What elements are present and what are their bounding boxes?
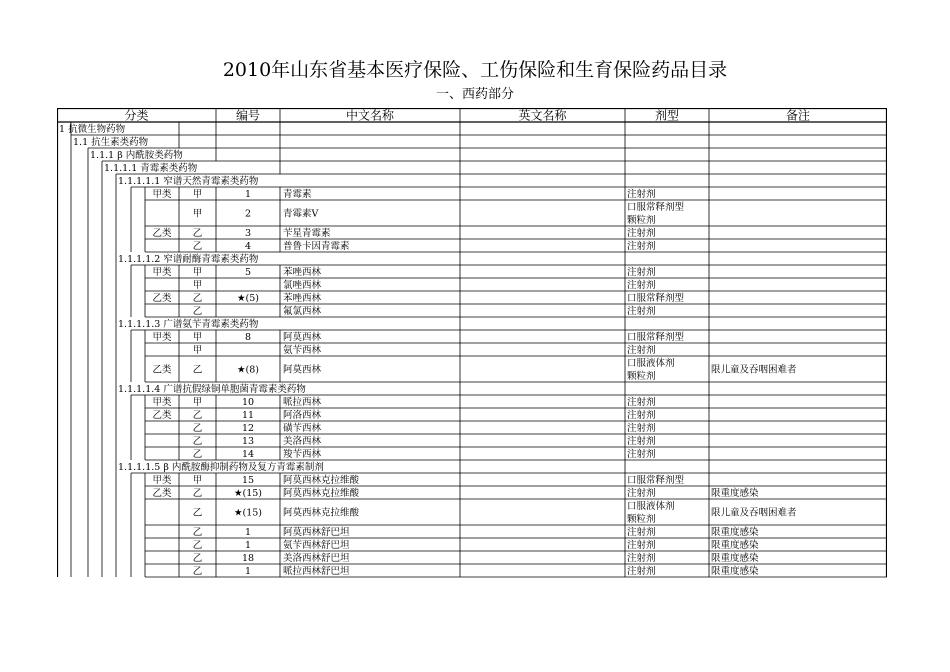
number-cell: 12: [241, 423, 255, 434]
class-cell: 甲类: [152, 475, 172, 486]
section-heading: 1.1.1.1.4 广谱抗假绿铜单胞菌青霉素类药物: [118, 384, 306, 395]
section-heading: 1 抗微生物药物: [59, 124, 126, 135]
dosage-form-cell: 注射剂: [627, 306, 656, 317]
dosage-form-cell: 口服常释剂型: [627, 202, 685, 213]
chinese-name-cell: 苯唑西林: [283, 267, 322, 278]
section-heading: 1.1.1.1.1 窄谱天然青霉素类药物: [118, 176, 259, 187]
dosage-form-cell: 口服常释剂型: [627, 475, 685, 486]
number-cell: ★(15): [233, 507, 263, 519]
grade-cell: 甲: [192, 345, 203, 356]
dosage-form-cell: 注射剂: [627, 228, 656, 239]
dosage-form-cell: 注射剂: [627, 397, 656, 408]
grade-cell: 甲: [192, 475, 203, 486]
chinese-name-cell: 阿莫西林克拉维酸: [283, 507, 360, 519]
number-cell: 14: [241, 449, 255, 460]
dosage-form-cell: 颗粒剂: [627, 371, 656, 382]
dosage-form-cell: 口服常释剂型: [627, 332, 685, 343]
number-cell: 1: [244, 540, 252, 551]
grade-cell: 甲: [192, 397, 203, 408]
dosage-form-cell: 口服液体剂: [627, 501, 675, 512]
dosage-form-cell: 颗粒剂: [627, 215, 656, 226]
number-cell: 8: [244, 332, 252, 343]
grade-cell: 乙: [192, 241, 203, 252]
class-cell: 甲类: [152, 189, 172, 200]
chinese-name-cell: 普鲁卡因青霉素: [283, 241, 350, 252]
grade-cell: 乙: [192, 566, 203, 577]
class-cell: 甲类: [152, 332, 172, 343]
grade-cell: 乙: [192, 228, 203, 239]
grade-cell: 乙: [192, 364, 203, 376]
section-heading: 1.1.1.1.2 窄谱耐酶青霉素类药物: [118, 254, 259, 265]
number-cell: 3: [244, 228, 252, 239]
number-cell: 15: [241, 475, 255, 486]
grade-cell: 乙: [192, 507, 203, 519]
section-heading: 1.1.1.1 青霉素类药物: [104, 163, 198, 174]
dosage-form-cell: 注射剂: [627, 423, 656, 434]
section-heading: 1.1.1 β 内酰胺类药物: [90, 150, 183, 161]
number-cell: 10: [241, 397, 255, 408]
number-cell: ★(8): [237, 364, 259, 376]
number-cell: 13: [241, 436, 255, 447]
remarks-cell: 限重度感染: [711, 527, 759, 538]
number-cell: 5: [244, 267, 252, 278]
chinese-name-cell: 阿莫西林克拉维酸: [283, 475, 360, 486]
section-heading: 1.1 抗生素类药物: [73, 137, 149, 148]
grade-cell: 乙: [192, 527, 203, 538]
chinese-name-cell: 阿莫西林: [283, 332, 322, 343]
number-cell: 4: [244, 241, 252, 252]
remarks-cell: 限重度感染: [711, 566, 759, 577]
class-cell: 乙类: [152, 364, 172, 376]
number-cell: 11: [241, 410, 255, 421]
chinese-name-cell: 美洛西林: [283, 436, 322, 447]
remarks-cell: 限儿童及吞咽困难者: [711, 364, 797, 376]
grade-cell: 乙: [192, 306, 203, 317]
header-english-name: 英文名称: [518, 108, 567, 123]
chinese-name-cell: 阿莫西林舒巴坦: [283, 527, 350, 538]
class-cell: 甲类: [152, 267, 172, 278]
chinese-name-cell: 苄星青霉素: [283, 228, 331, 239]
number-cell: ★(5): [237, 293, 259, 304]
grade-cell: 乙: [192, 436, 203, 447]
dosage-form-cell: 注射剂: [627, 449, 656, 460]
grade-cell: 乙: [192, 449, 203, 460]
grade-cell: 乙: [192, 540, 203, 551]
grade-cell: 乙: [192, 423, 203, 434]
drug-catalog-table: [57, 108, 887, 589]
number-cell: ★(15): [233, 488, 263, 499]
chinese-name-cell: 青霉素V: [283, 208, 319, 220]
remarks-cell: 限儿童及吞咽困难者: [711, 507, 797, 519]
class-cell: 乙类: [152, 410, 172, 421]
number-cell: 1: [244, 527, 252, 538]
dosage-form-cell: 注射剂: [627, 189, 656, 200]
chinese-name-cell: 阿莫西林: [283, 364, 322, 376]
remarks-cell: 限重度感染: [711, 553, 759, 564]
header-number: 编号: [235, 108, 261, 123]
number-cell: 1: [244, 189, 252, 200]
grade-cell: 甲: [192, 267, 203, 278]
section-heading: 1.1.1.1.3 广谱氨苄青霉素类药物: [118, 319, 259, 330]
chinese-name-cell: 阿莫西林克拉维酸: [283, 488, 360, 499]
chinese-name-cell: 美洛西林舒巴坦: [283, 553, 350, 564]
dosage-form-cell: 注射剂: [627, 410, 656, 421]
dosage-form-cell: 口服常释剂型: [627, 293, 685, 304]
number-cell: 1: [244, 566, 252, 577]
chinese-name-cell: 氯唑西林: [283, 280, 322, 291]
section-heading: 1.1.1.1.5 β 内酰胺酶抑制药物及复方青霉素制剂: [118, 462, 324, 473]
chinese-name-cell: 哌拉西林舒巴坦: [283, 566, 350, 577]
dosage-form-cell: 注射剂: [627, 241, 656, 252]
dosage-form-cell: 注射剂: [627, 553, 656, 564]
class-cell: 甲类: [152, 397, 172, 408]
chinese-name-cell: 氟氯西林: [283, 306, 322, 317]
dosage-form-cell: 注射剂: [627, 267, 656, 278]
grade-cell: 甲: [192, 332, 203, 343]
chinese-name-cell: 羧苄西林: [283, 449, 322, 460]
chinese-name-cell: 氨苄西林: [283, 345, 322, 356]
chinese-name-cell: 苯唑西林: [283, 293, 322, 304]
class-cell: 乙类: [152, 293, 172, 304]
dosage-form-cell: 注射剂: [627, 345, 656, 356]
number-cell: 2: [244, 208, 252, 220]
class-cell: 乙类: [152, 488, 172, 499]
header-remarks: 备注: [785, 108, 811, 123]
header-chinese-name: 中文名称: [345, 108, 395, 123]
grade-cell: 乙: [192, 553, 203, 564]
chinese-name-cell: 磺苄西林: [283, 423, 322, 434]
header-dosage-form: 剂型: [654, 108, 680, 123]
dosage-form-cell: 颗粒剂: [627, 514, 656, 525]
page-subtitle: 一、西药部分: [435, 87, 514, 102]
chinese-name-cell: 氨苄西林舒巴坦: [283, 540, 350, 551]
grade-cell: 甲: [192, 189, 203, 200]
grade-cell: 乙: [192, 488, 203, 499]
dosage-form-cell: 注射剂: [627, 566, 656, 577]
grade-cell: 乙: [192, 410, 203, 421]
remarks-cell: 限重度感染: [711, 488, 759, 499]
page-title: 2010年山东省基本医疗保险、工伤保险和生育保险药品目录: [222, 59, 728, 81]
class-cell: 乙类: [152, 228, 172, 239]
number-cell: 18: [241, 553, 255, 564]
chinese-name-cell: 青霉素: [283, 189, 312, 200]
remarks-cell: 限重度感染: [711, 540, 759, 551]
dosage-form-cell: 注射剂: [627, 540, 656, 551]
dosage-form-cell: 注射剂: [627, 280, 656, 291]
chinese-name-cell: 哌拉西林: [283, 397, 322, 408]
dosage-form-cell: 注射剂: [627, 488, 656, 499]
header-category: 分类: [124, 108, 149, 123]
dosage-form-cell: 口服液体剂: [627, 358, 675, 369]
chinese-name-cell: 阿洛西林: [283, 410, 322, 421]
dosage-form-cell: 注射剂: [627, 527, 656, 538]
grade-cell: 乙: [192, 293, 203, 304]
grade-cell: 甲: [192, 280, 203, 291]
dosage-form-cell: 注射剂: [627, 436, 656, 447]
table-grid: [57, 108, 887, 589]
grade-cell: 甲: [192, 208, 203, 220]
